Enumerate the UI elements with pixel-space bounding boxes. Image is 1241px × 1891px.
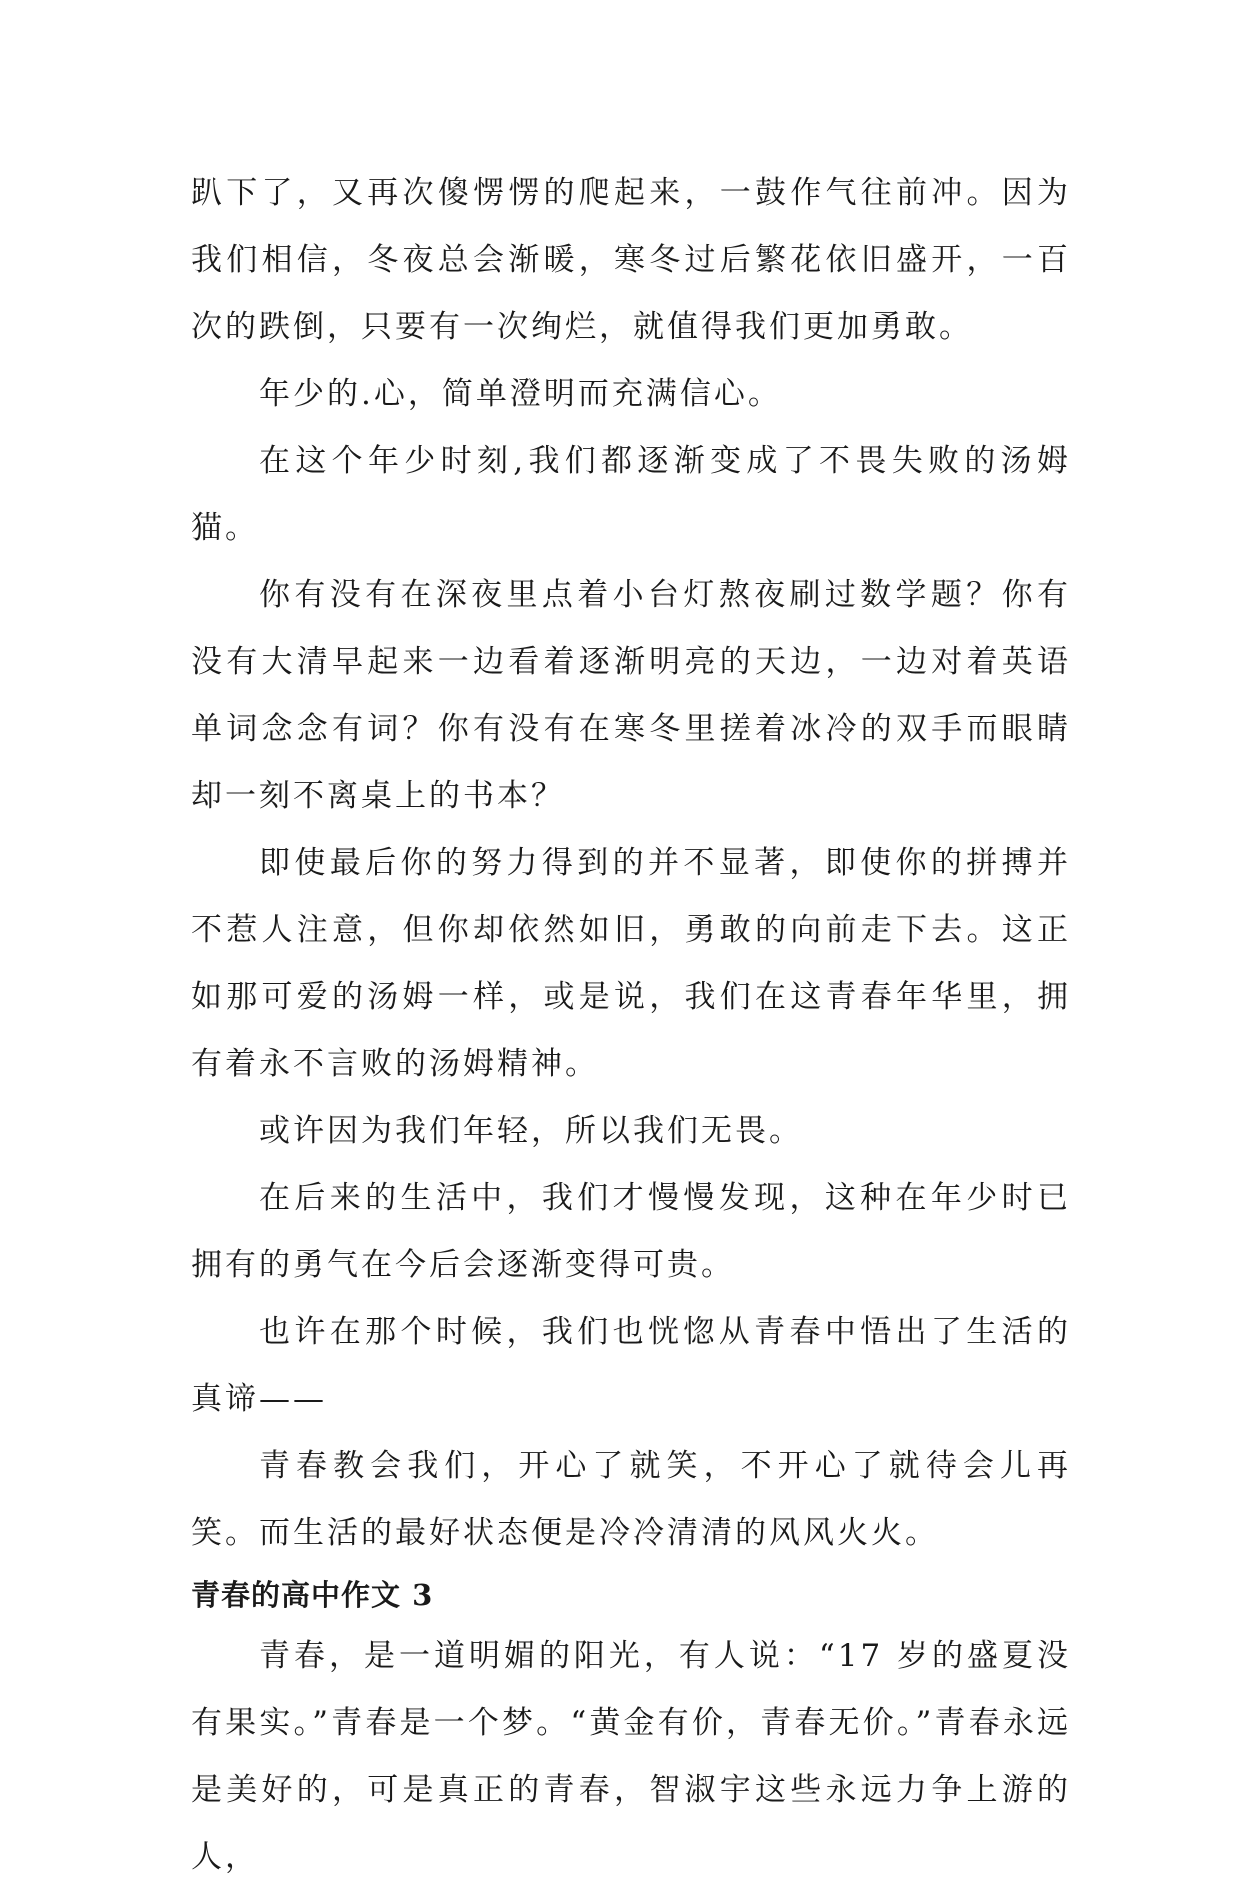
- paragraph: 年少的.心，简单澄明而充满信心。: [259, 376, 782, 412]
- paragraph: 趴下了，又再次傻愣愣的爬起来，一鼓作气往前冲。因为我们相信，冬夜总会渐暖，寒冬过后繁花依旧盛开，一百次的跌倒，只要有一次绚烂，就值得我们更加勇敢。: [191, 175, 1071, 345]
- paragraph: 也许在那个时候，我们也恍惚从青春中悟出了生活的真谛——: [191, 1314, 1071, 1417]
- paragraph: 在后来的生活中，我们才慢慢发现，这种在年少时已拥有的勇气在今后会逐渐变得可贵。: [191, 1180, 1071, 1283]
- document-body: [191, 160, 1071, 1891]
- section-heading: 青春的高中作文 3: [191, 1578, 434, 1612]
- paragraph: 青春，是一道明媚的阳光，有人说：“17 岁的盛夏没有果实。”青春是一个梦。“黄金有价，青春无价。”青春永远是美好的，可是真正的青春，智淑宇这些永远力争上游的人，: [191, 1638, 1071, 1875]
- paragraph: 青春教会我们，开心了就笑，不开心了就待会儿再笑。而生活的最好状态便是冷冷清清的风风火火。: [191, 1448, 1071, 1551]
- paragraph: 在这个年少时刻,我们都逐渐变成了不畏失败的汤姆猫。: [191, 443, 1071, 546]
- paragraph: 或许因为我们年轻，所以我们无畏。: [259, 1113, 803, 1149]
- paragraph: 即使最后你的努力得到的并不显著，即使你的拼搏并不惹人注意，但你却依然如旧，勇敢的向前走下去。这正如那可爱的汤姆一样，或是说，我们在这青春年华里，拥有着永不言败的汤姆精神。: [191, 845, 1071, 1082]
- paragraph: 你有没有在深夜里点着小台灯熬夜刷过数学题？你有没有大清早起来一边看着逐渐明亮的天边，一边对着英语单词念念有词？你有没有在寒冬里搓着冰冷的双手而眼睛却一刻不离桌上的书本？: [191, 577, 1071, 814]
